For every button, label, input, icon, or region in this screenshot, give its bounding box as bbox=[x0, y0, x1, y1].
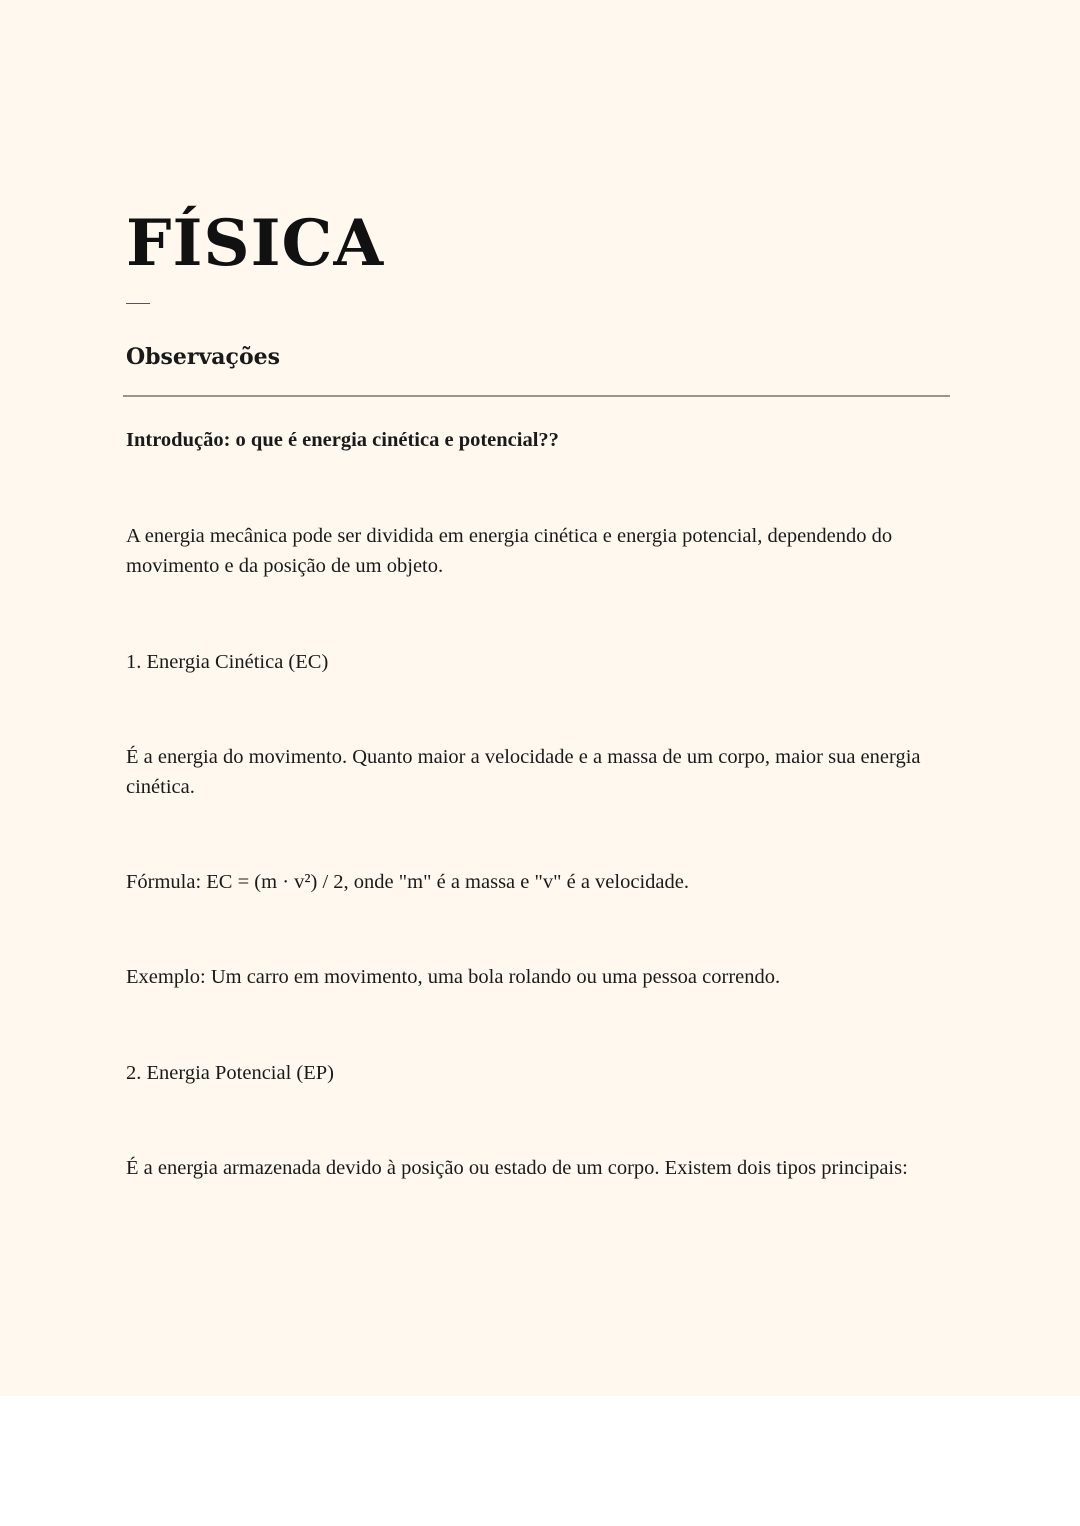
heading-potential-energy: 2. Energia Potencial (EP) bbox=[126, 1062, 334, 1084]
paragraph-kinetic-formula: Fórmula: EC = (m · v²) / 2, onde "m" é a massa e "v" é a velocidade. bbox=[126, 871, 689, 893]
intro-heading: Introdução: o que é energia cinética e potencial?? bbox=[126, 429, 559, 451]
heading-kinetic-energy: 1. Energia Cinética (EC) bbox=[126, 651, 329, 673]
paragraph-potential-definition: É a energia armazenada devido à posição ou estado de um corpo. Existem dois tipos principais: bbox=[126, 1157, 908, 1179]
paragraph-kinetic-definition: É a energia do movimento. Quanto maior a velocidade e a massa de um corpo, maior sua energia cinética. bbox=[126, 746, 921, 798]
page-title: FÍSICA bbox=[126, 206, 385, 281]
paragraph-mechanical-energy: A energia mecânica pode ser dividida em energia cinética e energia potencial, dependendo do movimento e da posição de um objeto. bbox=[126, 525, 893, 577]
section-subtitle: Observações bbox=[126, 344, 281, 370]
title-dash-divider bbox=[126, 303, 150, 304]
horizontal-rule bbox=[123, 395, 950, 397]
paragraph-kinetic-example: Exemplo: Um carro em movimento, uma bola rolando ou uma pessoa correndo. bbox=[126, 966, 781, 988]
